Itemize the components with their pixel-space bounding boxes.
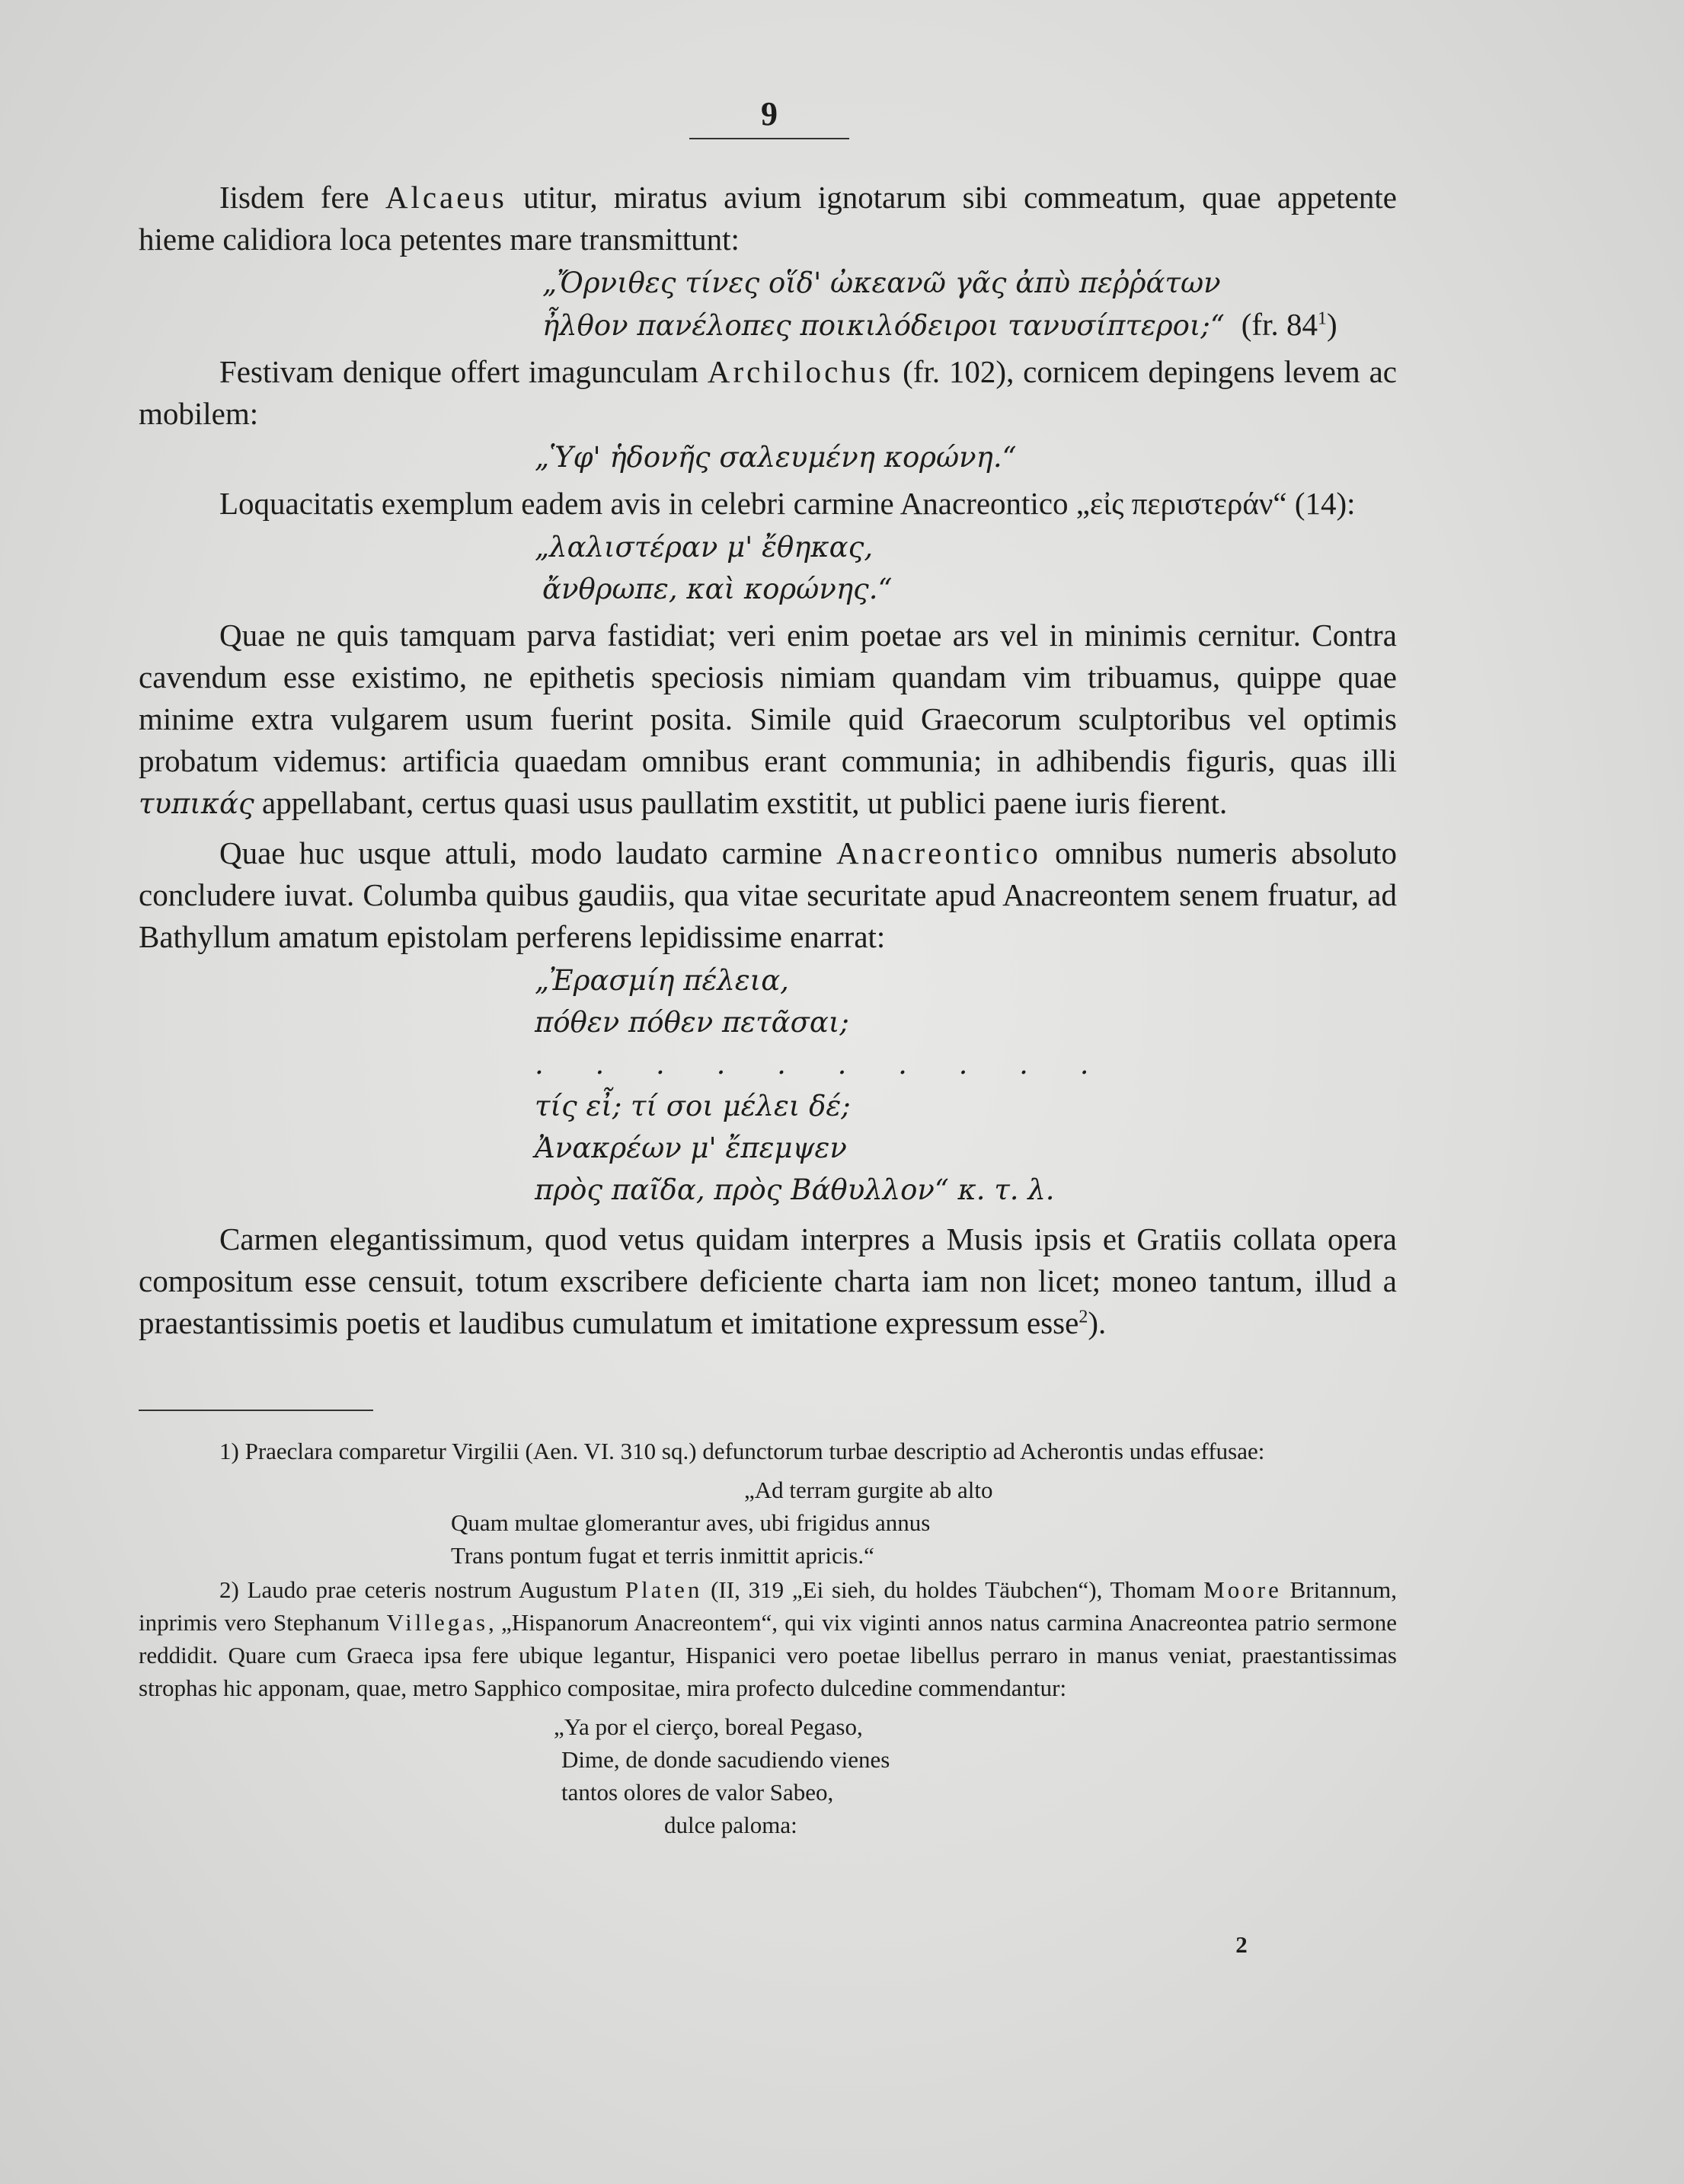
author-name: Platen [625, 1576, 703, 1603]
verse-text: „Ya por el cierço, boreal Pegaso, [554, 1713, 863, 1740]
text: (fr. 102), cornicem depingens levem ac mobilem: [139, 354, 1397, 431]
text: Carmen elegantissimum, quod vetus quidam interpres a Musis ipsis et Gratiis collata opera compositum esse censuit, totum exscribere deficiente charta iam non licet; moneo tantum, illud a praestantissimis poetis et laudibus cumulatum et imitatione expressum esse [139, 1221, 1397, 1340]
footnote-rule [139, 1410, 373, 1411]
page-number: 9 [761, 95, 778, 133]
paragraph-alcaeus [139, 177, 1397, 260]
verse-line [139, 1127, 1397, 1169]
verse-text: „Ὄρνιθες τίνες οἵδ' ὠκεανῶ γᾶς ἀπὺ πεῤῥάτων [542, 267, 1221, 299]
verse-line [139, 1474, 1397, 1506]
body-text [139, 177, 1397, 1344]
text: Quae huc usque attuli, modo laudato carmine [219, 835, 837, 870]
greek-word: τυπικάς [139, 787, 254, 820]
verse-line [139, 568, 1397, 610]
footnote-2 [139, 1573, 1397, 1704]
verse-text: Quam multae glomerantur aves, ubi frigidus annus [451, 1509, 931, 1536]
verse-text: Trans pontum fugat et terris inmittit apricis.“ [451, 1542, 874, 1569]
footnote-1-verse [139, 1474, 1397, 1572]
verse-line [139, 1743, 1397, 1776]
footnote-mark[interactable]: 2 [1078, 1307, 1088, 1327]
verse-line [139, 1539, 1397, 1572]
verse-text: Ἀνακρέων μ' ἔπεμψεν [535, 1132, 847, 1164]
paragraph-ne-quis [139, 615, 1397, 825]
verse-text: . . . . . . . . . . [535, 1048, 1110, 1081]
text: utitur, miratus avium ignotarum sibi commeatum, quae appetente hieme calidiora loca petentes mare transmittunt: [139, 180, 1397, 257]
footnote-1 [139, 1435, 1397, 1467]
text: Loquacitatis exemplum eadem avis in celebri carmine Anacreontico „εἰς περιστεράν“ (14): [219, 486, 1356, 521]
verse-alcaeus [139, 262, 1397, 346]
paragraph-carmen [139, 1218, 1397, 1344]
paragraph-archilochus [139, 351, 1397, 435]
text: Quae ne quis tamquam parva fastidiat; veri enim poetae ars vel in minimis cernitur. Contra cavendum esse existimo, ne epithetis speciosis nimiam quandam vim tribuamus, quippe quae minime extra vulgarem usum fuerint posita. Simile quid Graecorum sculptoribus vel optimis probatum videmus: artificia quaedam omnibus erant communia; in adhibendis figuris, quas illi [139, 618, 1397, 778]
verse-text: „Ἐρασμίη πέλεια, [535, 964, 789, 997]
verse-line [139, 1506, 1397, 1539]
footnote-text: 1) Praeclara comparetur Virgilii (Aen. VI. 310 sq.) defunctorum turbae descriptio ad Acherontis undas effusae: [219, 1438, 1265, 1464]
footnotes [139, 1435, 1397, 1843]
paragraph-anacreontico [139, 832, 1397, 958]
verse-text: πόθεν πόθεν πετᾶσαι; [535, 1006, 849, 1039]
verse-text: ἦλθον πανέλοπες ποικιλόδειροι τανυσίπτεροι;“ [542, 309, 1225, 342]
verse-line [139, 1710, 1397, 1743]
verse-line [139, 304, 1397, 346]
header-rule [689, 138, 849, 139]
verse-text: ἄνθρωπε, καὶ κορώνης.“ [542, 573, 893, 605]
verse-line [139, 1776, 1397, 1809]
author-name: Alcaeus [385, 180, 507, 215]
verse-line [139, 436, 1397, 478]
verse-archilochus [139, 436, 1397, 478]
author-name: Moore [1203, 1576, 1282, 1603]
verse-columba [139, 959, 1397, 1211]
footnote-text: , „Hispanorum Anacreontem“, qui vix viginti annos natus carmina Anacreontea patrio sermone reddidit. Quare cum Graeca ipsa fere ubique legantur, Hispanici vero poetae libellus perraro in manus veniat, praestantissimas strophas hic apponam, quae, metro Sapphico compositae, mira profecto dulcedine commendantur: [139, 1609, 1398, 1701]
verse-text: „Ὑφ' ἡδονῆς σαλευμένη κορώνη.“ [535, 441, 1017, 474]
paragraph-loquacitas [139, 483, 1397, 525]
verse-ellipsis [139, 1043, 1397, 1085]
signature-mark: 2 [1235, 1931, 1248, 1958]
fragment-reference: (fr. 84$^1$) [1241, 307, 1337, 342]
verse-text: „Ad terram gurgite ab alto [744, 1477, 993, 1503]
author-name: Villegas [386, 1609, 489, 1636]
verse-text: Dime, de donde sacudiendo vienes [561, 1746, 890, 1773]
verse-line [139, 526, 1397, 568]
footnote-mark[interactable]: 1 [1317, 308, 1327, 329]
footnote-2-verse [139, 1710, 1397, 1841]
verse-loquacitas [139, 526, 1397, 610]
text: appellabant, certus quasi usus paullatim exstitit, ut publici paene iuris fierent. [254, 785, 1228, 820]
verse-text: τίς εἶ; τί σοι μέλει δέ; [535, 1090, 851, 1122]
verse-text: πρὸς παῖδα, πρὸς Βάθυλλον“ κ. τ. λ. [535, 1173, 1055, 1206]
text: omnibus numeris absoluto concludere iuvat. Columba quibus gaudiis, qua vitae securitate apud Anacreontem senem fruatur, ad Bathyllum amatum epistolam perferens lepidissime enarrat: [139, 835, 1397, 954]
footnote-text: 2) Laudo prae ceteris nostrum Augustum [219, 1576, 625, 1603]
text: Festivam denique offert imagunculam [219, 354, 708, 389]
verse-line [139, 1809, 1397, 1841]
verse-line [139, 1169, 1397, 1211]
verse-text: dulce paloma: [664, 1812, 797, 1838]
text: Iisdem fere [219, 180, 385, 215]
text: ). [1088, 1305, 1107, 1340]
verse-line [139, 959, 1397, 1001]
verse-line [139, 1001, 1397, 1043]
verse-line [139, 262, 1397, 304]
footnote-text: Britannum, inprimis vero Stephanum [139, 1576, 1397, 1636]
verse-line [139, 1085, 1397, 1127]
footnote-text: (II, 319 „Ei sieh, du holdes Täubchen“), Thomam [702, 1576, 1204, 1603]
author-name: Archilochus [707, 354, 894, 389]
verse-text: „λαλιστέραν μ' ἔθηκας, [535, 531, 874, 564]
verse-text: tantos olores de valor Sabeo, [561, 1779, 834, 1806]
author-name: Anacreontico [836, 835, 1041, 870]
